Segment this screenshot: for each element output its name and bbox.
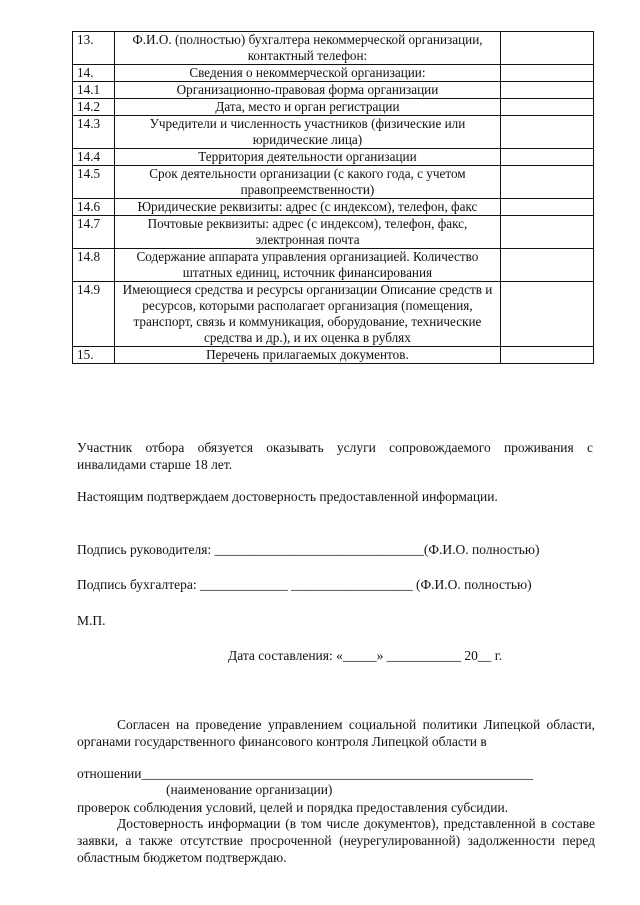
row-number: 14.2 <box>73 99 115 116</box>
row-value-cell[interactable] <box>500 216 593 249</box>
row-number: 14.5 <box>73 166 115 199</box>
table-row <box>73 199 594 216</box>
row-description: Содержание аппарата управления организацией. Количество штатных единиц, источник финансирования <box>115 249 501 282</box>
row-number: 14.7 <box>73 216 115 249</box>
row-description: Учредители и численность участников (физические или юридические лица) <box>115 116 501 149</box>
row-value-cell[interactable] <box>500 82 593 99</box>
row-description: Сведения о некоммерческой организации: <box>115 65 501 82</box>
consent-organization-line: отношении__________________________________________________________ <box>77 766 534 781</box>
form-table-body <box>73 32 594 364</box>
row-description: Дата, место и орган регистрации <box>115 99 501 116</box>
organization-name-caption: (наименование организации) <box>166 782 333 797</box>
table-row <box>73 99 594 116</box>
row-number: 15. <box>73 347 115 364</box>
consent-paragraph: Согласен на проведение управлением социальной политики Липецкой области, органами государственного финансового контроля Липецкой области в <box>77 717 595 749</box>
table-row <box>73 82 594 99</box>
row-value-cell[interactable] <box>500 32 593 65</box>
table-row <box>73 149 594 166</box>
row-value-cell[interactable] <box>500 116 593 149</box>
row-value-cell[interactable] <box>500 99 593 116</box>
row-value-cell[interactable] <box>500 149 593 166</box>
obligation-text: Участник отбора обязуется оказывать услуги сопровождаемого проживания с инвалидами старше 18 лет. <box>77 440 593 472</box>
row-description: Срок деятельности организации (с какого года, с учетом правопреемственности) <box>115 166 501 199</box>
table-row <box>73 116 594 149</box>
consent-checks-line: проверок соблюдения условий, целей и порядка предоставления субсидии. <box>77 800 509 815</box>
table-row <box>73 166 594 199</box>
row-number: 13. <box>73 32 115 65</box>
head-signature-line: Подпись руководителя: _______________________________(Ф.И.О. полностью) <box>77 542 540 557</box>
row-value-cell[interactable] <box>500 282 593 347</box>
row-description: Ф.И.О. (полностью) бухгалтера некоммерческой организации, контактный телефон: <box>115 32 501 65</box>
row-value-cell[interactable] <box>500 249 593 282</box>
row-description: Организационно-правовая форма организации <box>115 82 501 99</box>
row-number: 14.4 <box>73 149 115 166</box>
row-number: 14.8 <box>73 249 115 282</box>
row-description: Почтовые реквизиты: адрес (с индексом), телефон, факс, электронная почта <box>115 216 501 249</box>
table-row <box>73 282 594 347</box>
stamp-label: М.П. <box>77 613 106 628</box>
row-number: 14.1 <box>73 82 115 99</box>
row-number: 14.3 <box>73 116 115 149</box>
table-row <box>73 65 594 82</box>
row-value-cell[interactable] <box>500 65 593 82</box>
confirmation-text: Настоящим подтверждаем достоверность предоставленной информации. <box>77 489 498 504</box>
row-value-cell[interactable] <box>500 199 593 216</box>
row-value-cell[interactable] <box>500 166 593 199</box>
row-value-cell[interactable] <box>500 347 593 364</box>
reliability-paragraph: Достоверность информации (в том числе документов), представленной в составе заявки, а также отсутствие просроченной (неурегулированной) задолженности перед областным бюджетом подтверждаю. <box>77 816 595 865</box>
row-number: 14.6 <box>73 199 115 216</box>
accountant-signature-line: Подпись бухгалтера: _____________ __________________ (Ф.И.О. полностью) <box>77 577 532 592</box>
row-description: Юридические реквизиты: адрес (с индексом), телефон, факс <box>115 199 501 216</box>
table-row <box>73 347 594 364</box>
table-row <box>73 32 594 65</box>
row-description: Имеющиеся средства и ресурсы организации Описание средств и ресурсов, которыми располагает организация (помещения, транспорт, связь и коммуникация, оборудование, технические средства и др.), и их оценка в рублях <box>115 282 501 347</box>
row-description: Территория деятельности организации <box>115 149 501 166</box>
row-number: 14.9 <box>73 282 115 347</box>
table-row <box>73 216 594 249</box>
row-number: 14. <box>73 65 115 82</box>
application-form-table <box>72 31 594 364</box>
date-line: Дата составления: «_____» ___________ 20__ г. <box>228 648 503 663</box>
table-row <box>73 249 594 282</box>
row-description: Перечень прилагаемых документов. <box>115 347 501 364</box>
